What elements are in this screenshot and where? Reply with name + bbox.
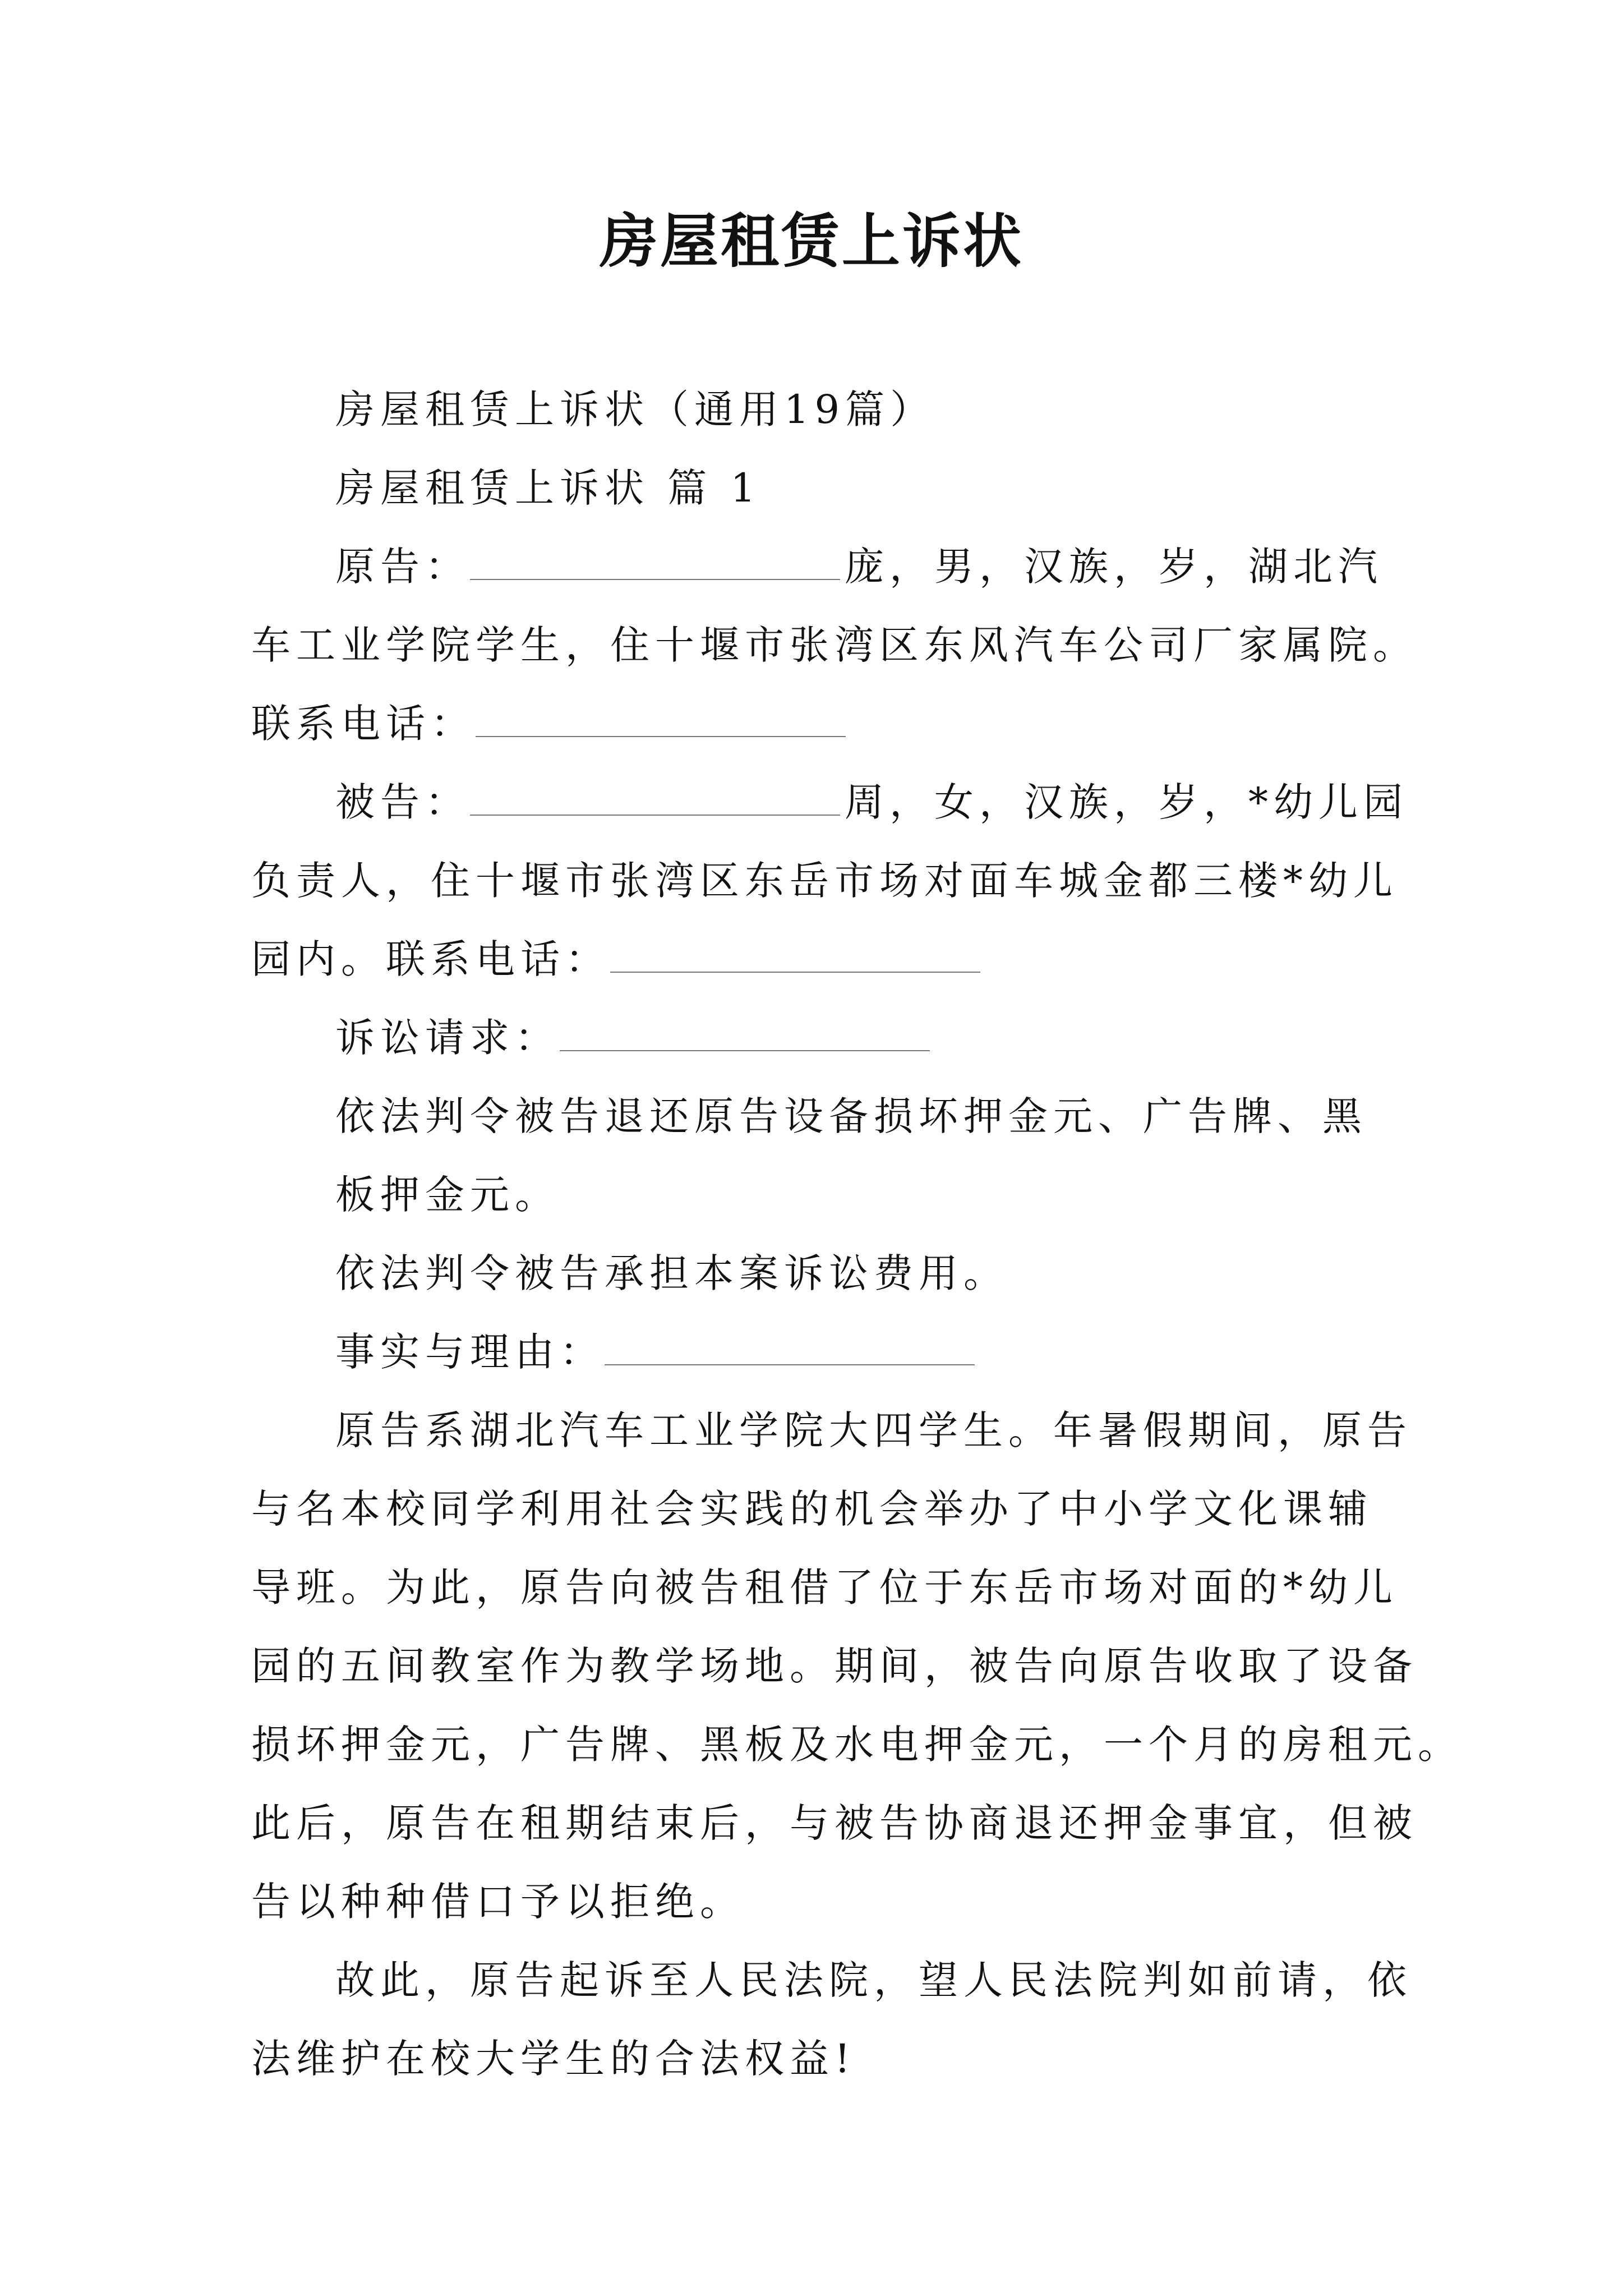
defendant-line-1 [335, 774, 1408, 830]
facts-paragraph-line: 此后，原告在租期结束后，与被告协商退还押金事宜，但被 [251, 1800, 1418, 1846]
plaintiff-details: 庞，男，汉族，岁，湖北汽 [845, 544, 1383, 590]
plaintiff-label: 原告： [335, 544, 470, 590]
facts-paragraph-line: 导班。为此，原告向被告租借了位于东岳市场对面的*幼儿 [251, 1565, 1398, 1611]
claims-line [335, 1010, 934, 1066]
document-subtitle: 房屋租赁上诉状（通用19篇） [335, 386, 935, 432]
facts-paragraph-line: 园的五间教室作为教学场地。期间，被告向原告收取了设备 [251, 1643, 1418, 1689]
defendant-details: 周，女，汉族，岁，*幼儿园 [845, 779, 1408, 825]
plaintiff-phone-blank [476, 702, 846, 737]
plaintiff-line-2: 车工业学院学生，住十堰市张湾区东风汽车公司厂家属院。 [251, 622, 1418, 668]
plaintiff-phone-line [251, 696, 850, 752]
defendant-line-2: 负责人，住十堰市张湾区东岳市场对面车城金都三楼*幼儿 [251, 858, 1398, 904]
facts-paragraph-line: 与名本校同学利用社会实践的机会举办了中小学文化课辅 [251, 1486, 1373, 1532]
defendant-name-blank [470, 781, 840, 816]
defendant-phone-label: 园内。联系电话： [251, 936, 610, 982]
claim-1-line-1: 依法判令被告退还原告设备损坏押金元、广告牌、黑 [335, 1093, 1367, 1139]
claims-blank [560, 1016, 930, 1051]
facts-paragraph-line: 损坏押金元，广告牌、黑板及水电押金元，一个月的房租元。 [251, 1722, 1463, 1768]
defendant-line-3 [251, 931, 985, 987]
plaintiff-line-1 [335, 539, 1383, 595]
conclusion-line: 故此，原告起诉至人民法院，望人民法院判如前请，依 [335, 1957, 1412, 2003]
defendant-phone-blank [610, 938, 980, 973]
facts-blank [605, 1331, 975, 1365]
facts-paragraph-line: 告以种种借口予以拒绝。 [251, 1879, 745, 1925]
defendant-label: 被告： [335, 779, 470, 825]
plaintiff-phone-label: 联系电话： [251, 701, 476, 747]
plaintiff-name-blank [470, 545, 840, 580]
conclusion-line: 法维护在校大学生的合法权益! [251, 2036, 856, 2082]
claim-1-line-2: 板押金元。 [335, 1172, 560, 1218]
facts-line [335, 1324, 979, 1380]
claim-2: 依法判令被告承担本案诉讼费用。 [335, 1250, 1008, 1296]
facts-label: 事实与理由： [335, 1329, 605, 1375]
claims-label: 诉讼请求： [335, 1015, 560, 1061]
facts-paragraph-line: 原告系湖北汽车工业学院大四学生。年暑假期间，原告 [335, 1407, 1412, 1453]
section-heading: 房屋租赁上诉状 篇 1 [335, 465, 762, 511]
document-title: 房屋租赁上诉状 [599, 206, 1023, 275]
